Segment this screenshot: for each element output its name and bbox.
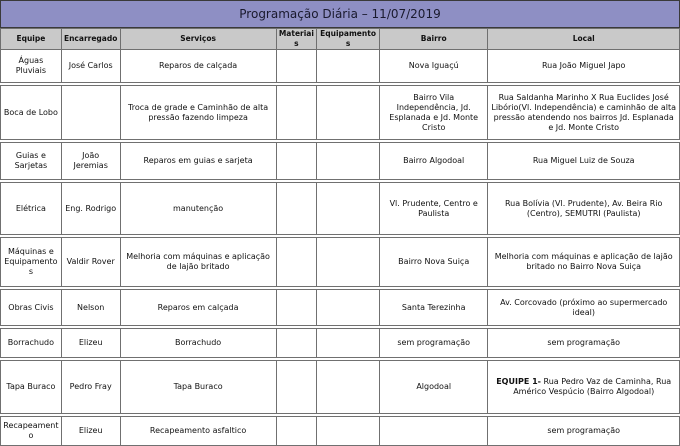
- cell-servicos: Reparos em guias e sarjeta: [120, 143, 276, 180]
- header-bairro: Bairro: [379, 29, 487, 50]
- cell-materiais: [276, 86, 317, 140]
- header-encarregado: Encarregado: [61, 29, 120, 50]
- cell-materiais: [276, 329, 317, 358]
- cell-bairro: Bairro Vila Independência, Jd. Esplanada e Jd. Monte Cristo: [379, 86, 487, 140]
- cell-equipamentos: [317, 183, 380, 235]
- table-row: [1, 361, 680, 414]
- cell-equipe: Borrachudo: [1, 329, 62, 358]
- cell-bairro: [379, 417, 487, 446]
- cell-equipe: Boca de Lobo: [1, 86, 62, 140]
- cell-servicos: Recapeamento asfaltico: [120, 417, 276, 446]
- cell-local: Melhoria com máquinas e aplicação de lajão britado no Bairro Nova Suiça: [488, 238, 680, 287]
- local-text: Rua Pedro Vaz de Caminha, Rua Américo Vespúcio (Bairro Algodoal): [513, 377, 672, 396]
- team-label: EQUIPE 1-: [496, 377, 541, 386]
- page-title: Programação Diária – 11/07/2019: [0, 0, 680, 28]
- cell-materiais: [276, 183, 317, 235]
- cell-equipamentos: [317, 50, 380, 83]
- table-row: [1, 238, 680, 287]
- header-equipe: Equipe: [1, 29, 62, 50]
- cell-equipe: Águas Pluviais: [1, 50, 62, 83]
- cell-bairro: Bairro Nova Suiça: [379, 238, 487, 287]
- header-equipamentos: Equipamentos: [317, 29, 380, 50]
- cell-equipamentos: [317, 238, 380, 287]
- cell-equipamentos: [317, 86, 380, 140]
- table-row: [1, 417, 680, 446]
- cell-materiais: [276, 361, 317, 414]
- table-row: [1, 183, 680, 235]
- cell-encarregado: [61, 86, 120, 140]
- cell-encarregado: Elizeu: [61, 329, 120, 358]
- cell-servicos: Tapa Buraco: [120, 361, 276, 414]
- cell-equipamentos: [317, 290, 380, 326]
- table-row: [1, 329, 680, 358]
- cell-materiais: [276, 50, 317, 83]
- table-row: [1, 143, 680, 180]
- cell-encarregado: José Carlos: [61, 50, 120, 83]
- cell-encarregado: Nelson: [61, 290, 120, 326]
- schedule-table: [0, 28, 680, 446]
- cell-bairro: sem programação: [379, 329, 487, 358]
- cell-equipamentos: [317, 417, 380, 446]
- cell-servicos: Melhoria com máquinas e aplicação de lajão britado: [120, 238, 276, 287]
- cell-bairro: Algodoal: [379, 361, 487, 414]
- cell-equipe: Máquinas e Equipamentos: [1, 238, 62, 287]
- cell-equipe: Elétrica: [1, 183, 62, 235]
- header-servicos: Serviços: [120, 29, 276, 50]
- header-materiais: Materiais: [276, 29, 317, 50]
- cell-servicos: Reparos em calçada: [120, 290, 276, 326]
- cell-local: Rua João Miguel Japo: [488, 50, 680, 83]
- cell-materiais: [276, 143, 317, 180]
- cell-equipamentos: [317, 329, 380, 358]
- cell-servicos: Troca de grade e Caminhão de alta pressão fazendo limpeza: [120, 86, 276, 140]
- cell-encarregado: João Jeremias: [61, 143, 120, 180]
- header-row: [1, 29, 680, 50]
- cell-servicos: Borrachudo: [120, 329, 276, 358]
- cell-encarregado: Valdir Rover: [61, 238, 120, 287]
- cell-local: Rua Saldanha Marinho X Rua Euclides José Libório(Vl. Independência) e caminhão de alta pressão atendendo nos bairros Jd. Esplanada e Jd. Monte Cristo: [488, 86, 680, 140]
- cell-local: Av. Corcovado (próximo ao supermercado ideal): [488, 290, 680, 326]
- cell-local: Rua Bolívia (Vl. Prudente), Av. Beira Rio (Centro), SEMUTRI (Paulista): [488, 183, 680, 235]
- cell-bairro: Santa Terezinha: [379, 290, 487, 326]
- cell-bairro: Bairro Algodoal: [379, 143, 487, 180]
- cell-equipe: Obras Civis: [1, 290, 62, 326]
- table-row: [1, 86, 680, 140]
- table-row: [1, 290, 680, 326]
- cell-local: sem programação: [488, 417, 680, 446]
- cell-encarregado: Eng. Rodrigo: [61, 183, 120, 235]
- cell-bairro: Vl. Prudente, Centro e Paulista: [379, 183, 487, 235]
- cell-equipe: Recapeamento: [1, 417, 62, 446]
- cell-materiais: [276, 290, 317, 326]
- cell-equipamentos: [317, 143, 380, 180]
- cell-equipamentos: [317, 361, 380, 414]
- cell-servicos: Reparos de calçada: [120, 50, 276, 83]
- cell-servicos: manutenção: [120, 183, 276, 235]
- cell-encarregado: Elizeu: [61, 417, 120, 446]
- cell-bairro: Nova Iguaçú: [379, 50, 487, 83]
- cell-local: sem programação: [488, 329, 680, 358]
- cell-equipe: Guias e Sarjetas: [1, 143, 62, 180]
- cell-local: Rua Miguel Luiz de Souza: [488, 143, 680, 180]
- table-row: [1, 50, 680, 83]
- header-local: Local: [488, 29, 680, 50]
- cell-materiais: [276, 238, 317, 287]
- cell-materiais: [276, 417, 317, 446]
- cell-local: [488, 361, 680, 414]
- cell-encarregado: Pedro Fray: [61, 361, 120, 414]
- cell-equipe: Tapa Buraco: [1, 361, 62, 414]
